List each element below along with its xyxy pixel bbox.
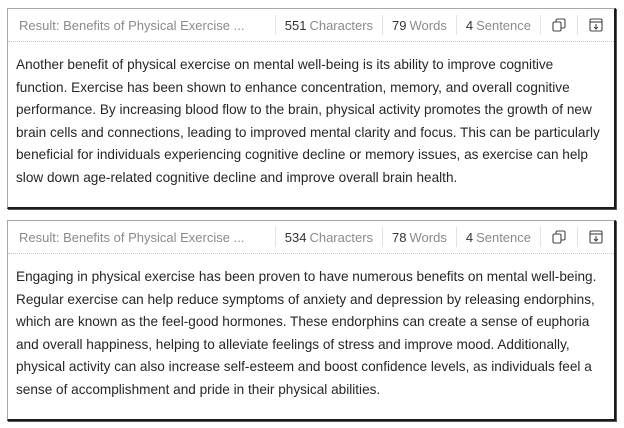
copy-button[interactable] — [540, 15, 577, 35]
character-count-value: 551 — [284, 17, 307, 33]
result-header — [8, 9, 614, 42]
result-text: Another benefit of physical exercise on mental well-being is its ability to improve cognitive function. Exercise has been shown to enhance concentration, memory, and overall cognitive performance. By increasing blood flow to the brain, physical activity promotes the growth of new brain cells and connections, leading to improved mental clarity and focus. This can be particularly beneficial for individuals experiencing cognitive decline or memory issues, as exercise can help slow down age-related cognitive decline and improve overall brain health. — [16, 57, 600, 185]
sentence-count-value: 4 — [465, 17, 474, 33]
word-count — [382, 15, 456, 35]
copy-button[interactable] — [540, 227, 577, 247]
sentence-count — [456, 227, 540, 247]
character-count — [275, 227, 382, 247]
result-title: Result: Benefits of Physical Exercise ... — [19, 17, 245, 33]
result-title: Result: Benefits of Physical Exercise ... — [19, 229, 245, 245]
character-count-label: Characters — [309, 17, 374, 33]
word-count — [382, 227, 456, 247]
word-count-value: 78 — [392, 229, 407, 245]
sentence-count — [456, 15, 540, 35]
sentence-count-label: Sentence — [476, 17, 531, 33]
download-button[interactable] — [577, 15, 614, 35]
character-count — [275, 15, 382, 35]
result-header — [8, 221, 614, 254]
result-card — [7, 220, 616, 421]
download-icon — [589, 18, 603, 32]
character-count-label: Characters — [309, 229, 374, 245]
character-count-value: 534 — [284, 229, 307, 245]
word-count-label: Words — [409, 17, 447, 33]
download-icon — [589, 230, 603, 244]
copy-icon — [552, 230, 566, 244]
sentence-count-label: Sentence — [476, 229, 531, 245]
sentence-count-value: 4 — [465, 229, 474, 245]
download-button[interactable] — [577, 227, 614, 247]
word-count-label: Words — [409, 229, 447, 245]
copy-icon — [552, 18, 566, 32]
result-card — [7, 8, 616, 209]
result-text: Engaging in physical exercise has been proven to have numerous benefits on mental well-being. Regular exercise can help reduce symptoms of anxiety and depression by releasing endorphins, which are known as the feel-good hormones. These endorphins can create a sense of euphoria and overall happiness, helping to alleviate feelings of stress and improve mood. Additionally, physical activity can also increase self-esteem and boost confidence levels, as individuals feel a sense of accomplishment and pride in their physical abilities. — [16, 269, 597, 397]
word-count-value: 79 — [392, 17, 407, 33]
